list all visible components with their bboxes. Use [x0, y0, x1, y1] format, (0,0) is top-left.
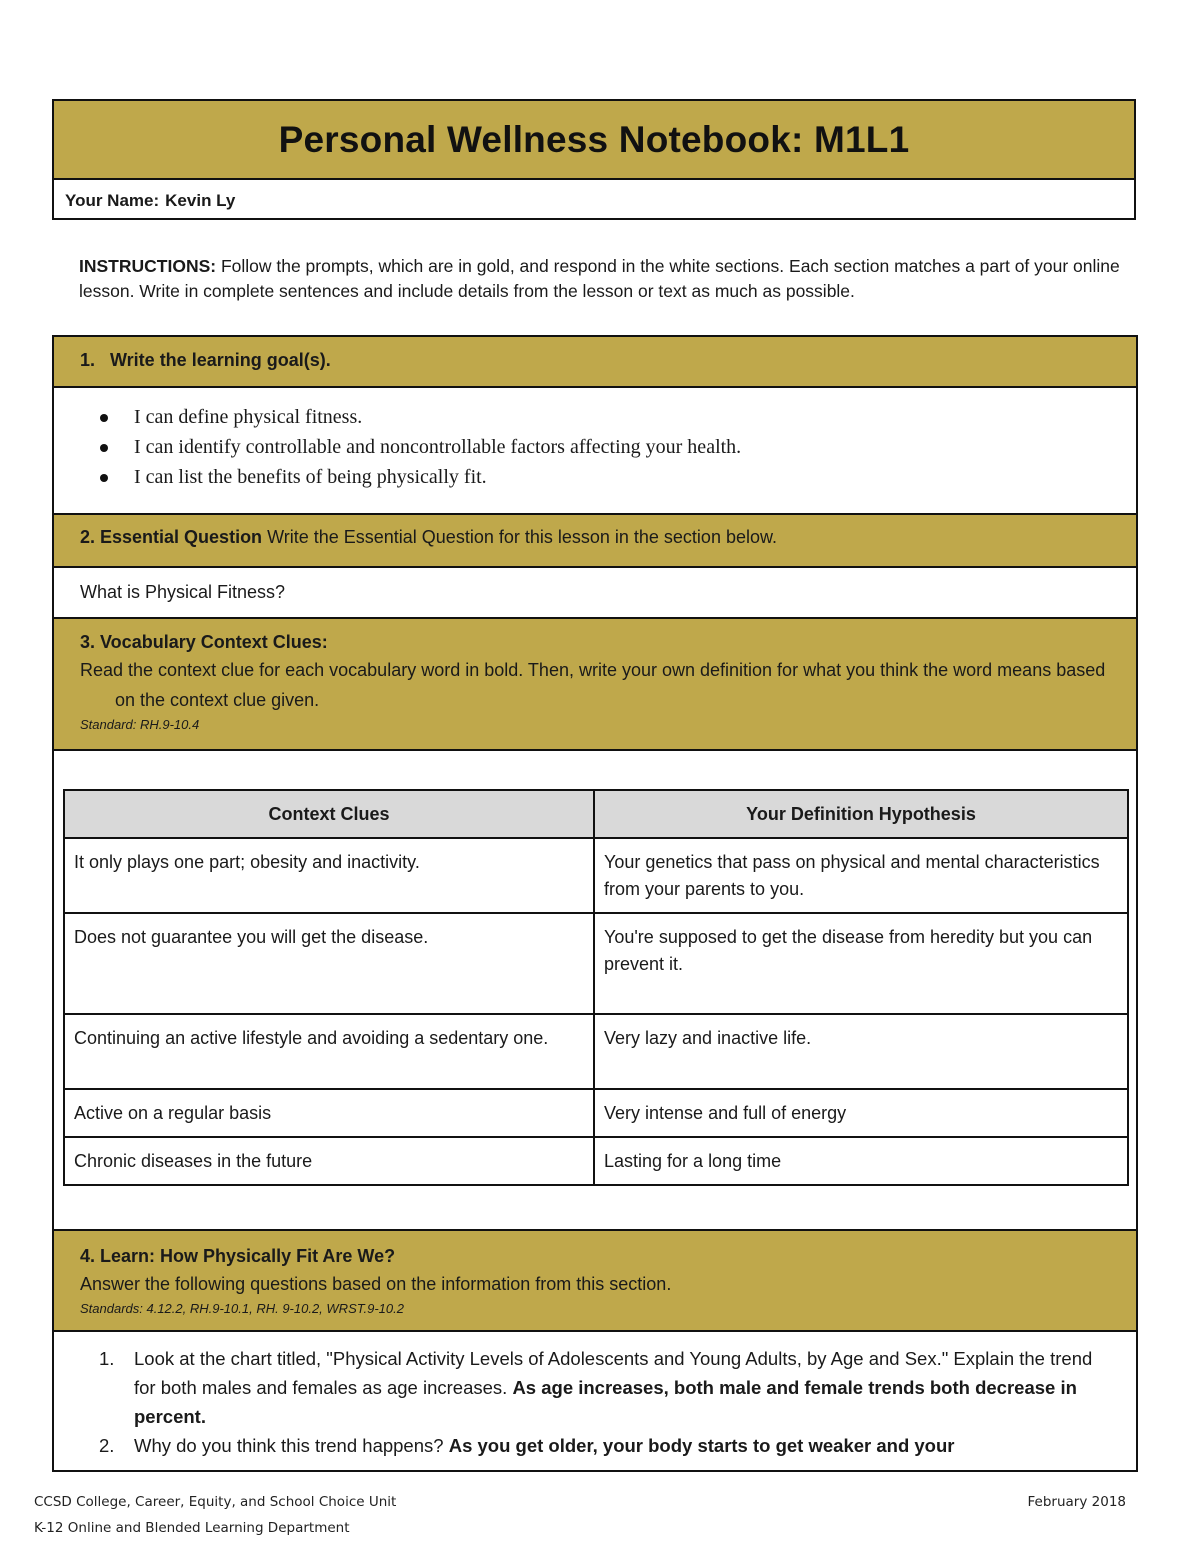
section4-standards: Standards: 4.12.2, RH.9-10.1, RH. 9-10.2, WRST.9-10.2: [80, 1301, 404, 1316]
context-clue-cell: Does not guarantee you will get the disease.: [64, 913, 594, 1014]
instructions-text: Follow the prompts, which are in gold, and respond in the white sections. Each section matches a part of your online lesson. Write in complete sentences and include details from the lesson or text as much as possible.: [79, 256, 1120, 301]
footer-date: February 2018: [1027, 1494, 1126, 1510]
section4-band: [54, 1229, 1136, 1332]
table-row: [64, 913, 1128, 1014]
question-item: [54, 1344, 1136, 1431]
question-text: Why do you think this trend happens?: [134, 1435, 449, 1456]
instructions-label: INSTRUCTIONS:: [79, 256, 217, 276]
question-number: 1.: [99, 1348, 115, 1369]
definition-cell[interactable]: Very lazy and inactive life.: [594, 1014, 1128, 1089]
context-clue-cell: It only plays one part; obesity and inactivity.: [64, 838, 594, 913]
section2-band: [54, 513, 1136, 568]
section2-heading: 2. Essential Question: [80, 527, 263, 547]
context-clue-cell: Active on a regular basis: [64, 1089, 594, 1137]
context-clue-cell: Continuing an active lifestyle and avoiding a sedentary one.: [64, 1014, 594, 1089]
column-header: Context Clues: [64, 790, 594, 838]
table-row: [64, 838, 1128, 913]
name-label: Your Name:: [65, 191, 160, 210]
answer-text[interactable]: As age increases, both male and female trends both decrease in percent.: [134, 1377, 1077, 1427]
section2-prompt: Write the Essential Question for this lesson in the section below.: [262, 527, 777, 547]
page-title: Personal Wellness Notebook: M1L1: [278, 118, 910, 160]
question-item: [54, 1431, 1136, 1460]
table-row: [64, 1014, 1128, 1089]
learning-goals[interactable]: [54, 388, 1136, 492]
section3-standard: Standard: RH.9-10.4: [80, 717, 200, 732]
title-band: [54, 101, 1134, 180]
vocabulary-table: [63, 789, 1129, 1186]
section3-heading: 3. Vocabulary Context Clues:: [80, 632, 328, 652]
footer-unit: CCSD College, Career, Equity, and School Choice Unit: [34, 1494, 397, 1510]
name-row: [54, 180, 1134, 222]
footer-department: K-12 Online and Blended Learning Department: [34, 1520, 350, 1536]
section4-prompt: Answer the following questions based on the information from this section.: [80, 1274, 672, 1294]
section3-prompt: Read the context clue for each vocabulary word in bold. Then, write your own definition for what you think the word means based on the context clue given.: [80, 660, 1106, 710]
notebook-main: [52, 335, 1138, 1472]
answer-text[interactable]: As you get older, your body starts to get weaker and your: [448, 1435, 955, 1456]
section1-heading: 1. Write the learning goal(s).: [80, 350, 331, 370]
section1-band: [54, 337, 1136, 388]
instructions: [79, 254, 1139, 304]
column-header: Your Definition Hypothesis: [594, 790, 1128, 838]
goal-item: I can list the benefits of being physically fit.: [134, 462, 1136, 492]
section4-heading: 4. Learn: How Physically Fit Are We?: [80, 1246, 396, 1266]
question-number: 2.: [99, 1435, 115, 1456]
definition-cell[interactable]: Very intense and full of energy: [594, 1089, 1128, 1137]
context-clue-cell: Chronic diseases in the future: [64, 1137, 594, 1185]
definition-cell[interactable]: Your genetics that pass on physical and mental characteristics from your parents to you.: [594, 838, 1128, 913]
questions-list: [54, 1344, 1136, 1460]
section3-band: [54, 617, 1136, 751]
table-row: [64, 1137, 1128, 1185]
name-value[interactable]: Kevin Ly: [165, 191, 236, 210]
table-row: [64, 1089, 1128, 1137]
table-header-row: [64, 790, 1128, 838]
question-text: Look at the chart titled, "Physical Activity Levels of Adolescents and Young Adults, by Age and Sex." Explain the trend for both males and females as age increases.: [134, 1348, 1093, 1398]
essential-question-answer[interactable]: What is Physical Fitness?: [80, 582, 286, 602]
definition-cell[interactable]: Lasting for a long time: [594, 1137, 1128, 1185]
goal-item: I can identify controllable and noncontrollable factors affecting your health.: [134, 432, 1136, 462]
goal-item: I can define physical fitness.: [134, 402, 1136, 432]
definition-cell[interactable]: You're supposed to get the disease from heredity but you can prevent it.: [594, 913, 1128, 1014]
title-box: [52, 99, 1136, 220]
